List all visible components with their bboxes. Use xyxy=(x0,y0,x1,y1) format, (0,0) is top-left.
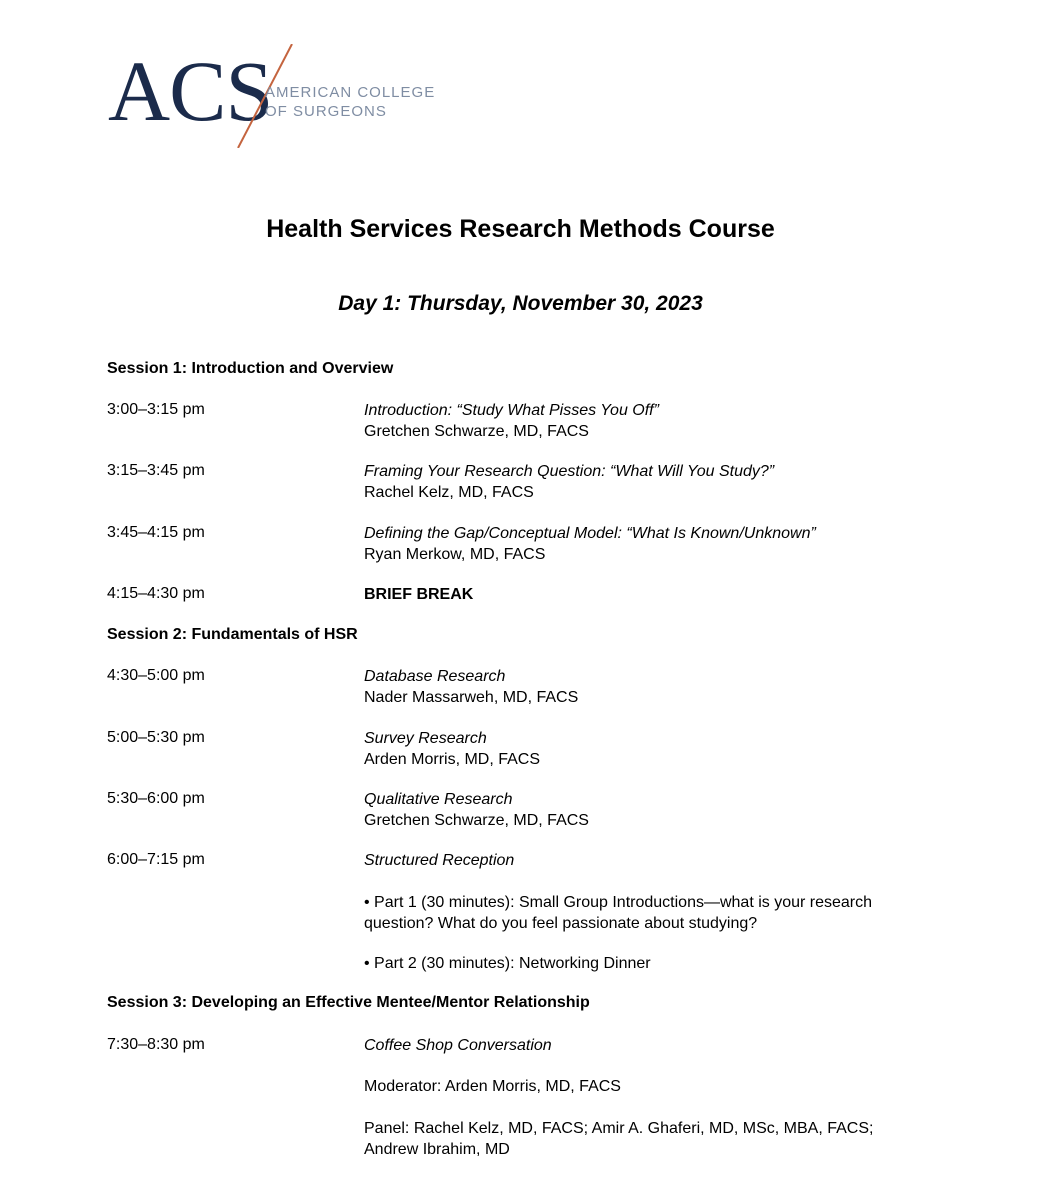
agenda-speaker: Gretchen Schwarze, MD, FACS xyxy=(364,812,589,829)
agenda-bullet-cont: question? What do you feel passionate about studying? xyxy=(364,915,758,932)
agenda-topic: Defining the Gap/Conceptual Model: “What Is Known/Unknown” xyxy=(364,525,816,542)
agenda-topic: Framing Your Research Question: “What Will You Study?” xyxy=(364,463,775,480)
agenda-topic: Structured Reception xyxy=(364,852,515,869)
session-heading: Session 3: Developing an Effective Mentee/Mentor Relationship xyxy=(107,994,590,1011)
agenda-time: 6:00–7:15 pm xyxy=(107,851,205,868)
agenda-speaker: Arden Morris, MD, FACS xyxy=(364,751,541,768)
agenda-break: BRIEF BREAK xyxy=(364,586,474,603)
logo-text-line2: OF SURGEONS xyxy=(265,103,387,120)
agenda-time: 5:30–6:00 pm xyxy=(107,790,205,807)
agenda-topic: Introduction: “Study What Pisses You Off” xyxy=(364,402,659,419)
agenda-speaker: Rachel Kelz, MD, FACS xyxy=(364,484,534,501)
agenda-bullet: • Part 1 (30 minutes): Small Group Introductions—what is your research xyxy=(364,894,873,911)
session-heading: Session 1: Introduction and Overview xyxy=(107,360,394,377)
agenda-time: 3:00–3:15 pm xyxy=(107,401,205,418)
page-title: Health Services Research Methods Course xyxy=(266,215,775,243)
agenda-time: 4:15–4:30 pm xyxy=(107,585,205,602)
day-heading: Day 1: Thursday, November 30, 2023 xyxy=(338,292,703,315)
agenda-panel-cont: Andrew Ibrahim, MD xyxy=(364,1141,510,1158)
agenda-speaker: Nader Massarweh, MD, FACS xyxy=(364,689,579,706)
agenda-time: 5:00–5:30 pm xyxy=(107,729,205,746)
acs-logo xyxy=(108,44,468,148)
agenda-time: 3:45–4:15 pm xyxy=(107,524,205,541)
session-heading: Session 2: Fundamentals of HSR xyxy=(107,626,358,643)
agenda-speaker: Ryan Merkow, MD, FACS xyxy=(364,546,546,563)
agenda-speaker: Gretchen Schwarze, MD, FACS xyxy=(364,423,589,440)
agenda-topic: Qualitative Research xyxy=(364,791,513,808)
logo-mark: ACS xyxy=(108,43,273,139)
agenda-bullet: • Part 2 (30 minutes): Networking Dinner xyxy=(364,955,651,972)
agenda-time: 3:15–3:45 pm xyxy=(107,462,205,479)
agenda-topic: Database Research xyxy=(364,668,506,685)
agenda-panel: Panel: Rachel Kelz, MD, FACS; Amir A. Ghaferi, MD, MSc, MBA, FACS; xyxy=(364,1120,874,1137)
agenda-time: 4:30–5:00 pm xyxy=(107,667,205,684)
agenda-moderator: Moderator: Arden Morris, MD, FACS xyxy=(364,1078,621,1095)
logo-text-line1: AMERICAN COLLEGE xyxy=(265,84,436,101)
agenda-time: 7:30–8:30 pm xyxy=(107,1036,205,1053)
agenda-topic: Survey Research xyxy=(364,730,487,747)
agenda-topic: Coffee Shop Conversation xyxy=(364,1037,552,1054)
